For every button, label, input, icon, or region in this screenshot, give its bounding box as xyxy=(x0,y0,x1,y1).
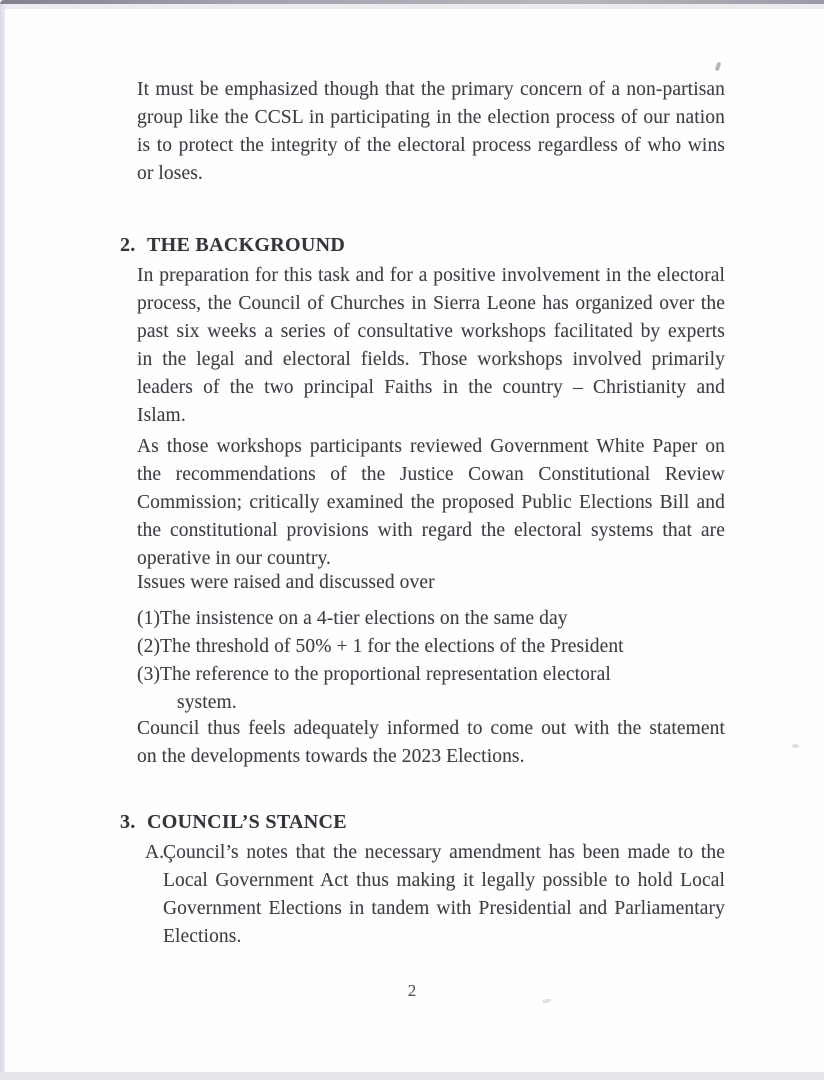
issue-item-1: (1)The insistence on a 4-tier elections on the same day xyxy=(137,608,568,629)
text-line: It must be emphasized though that the primary concern of a non-partisan xyxy=(137,79,725,100)
text-line: Elections. xyxy=(163,926,242,947)
scan-artifact-speck xyxy=(792,744,799,748)
section-heading-background xyxy=(120,230,725,260)
issue-item-3: (3)The reference to the proportional representation electoral xyxy=(137,664,611,685)
issue-item-2: (2)The threshold of 50% + 1 for the elections of the President xyxy=(137,636,624,657)
issues-list xyxy=(137,605,725,717)
scan-edge-bottom xyxy=(0,1072,824,1080)
issue-item-3-continuation: system. xyxy=(177,692,237,713)
text-line: Commission; critically examined the proposed Public Elections Bill and xyxy=(137,492,725,513)
text-line: in the legal and electoral fields. Those workshops involved primarily xyxy=(137,349,725,370)
intro-paragraph xyxy=(137,76,725,188)
scan-edge-left xyxy=(0,4,5,1072)
text-line: In preparation for this task and for a positive involvement in the electoral xyxy=(137,265,725,286)
document-body xyxy=(120,0,725,1003)
background-paragraph-conclusion xyxy=(137,715,725,771)
section-heading-stance xyxy=(120,807,725,837)
stance-item-a xyxy=(137,839,725,951)
section-number: 2. xyxy=(120,234,136,256)
section-title: COUNCIL’S STANCE xyxy=(147,811,347,833)
item-letter-marker: A. xyxy=(145,842,165,863)
issues-lead-in xyxy=(137,569,725,597)
text-line: is to protect the integrity of the electoral process regardless of who wins xyxy=(137,135,725,156)
text-line: past six weeks a series of consultative workshops facilitated by experts xyxy=(137,321,725,342)
text-line: or loses. xyxy=(137,163,203,184)
text-line: As those workshops participants reviewed Government White Paper on xyxy=(137,436,725,457)
text-line: the recommendations of the Justice Cowan Constitutional Review xyxy=(137,464,725,485)
text-line: on the developments towards the 2023 Elections. xyxy=(137,746,525,767)
text-line: group like the CCSL in participating in the election process of our nation xyxy=(137,107,725,128)
section-number: 3. xyxy=(120,811,136,833)
page-number: 2 xyxy=(407,981,417,1000)
text-line: operative in our country. xyxy=(137,548,332,569)
text-line: Council thus feels adequately informed to come out with the statement xyxy=(137,718,725,739)
background-paragraph-preparation xyxy=(137,262,725,430)
text-line: Local Government Act thus making it legally possible to hold Local xyxy=(163,870,725,891)
text-line: Çouncil’s notes that the necessary amendment has been made to the xyxy=(163,842,725,863)
text-line: the constitutional provisions with regard the electoral systems that are xyxy=(137,520,725,541)
text-line: Government Elections in tandem with Presidential and Parliamentary xyxy=(163,898,725,919)
section-title: THE BACKGROUND xyxy=(147,234,346,256)
background-paragraph-workshops xyxy=(137,433,725,573)
text-line: process, the Council of Churches in Sierra Leone has organized over the xyxy=(137,293,725,314)
text-line: leaders of the two principal Faiths in the country – Christianity and xyxy=(137,377,725,398)
text-line: Islam. xyxy=(137,405,186,426)
text-line: Issues were raised and discussed over xyxy=(137,572,435,593)
